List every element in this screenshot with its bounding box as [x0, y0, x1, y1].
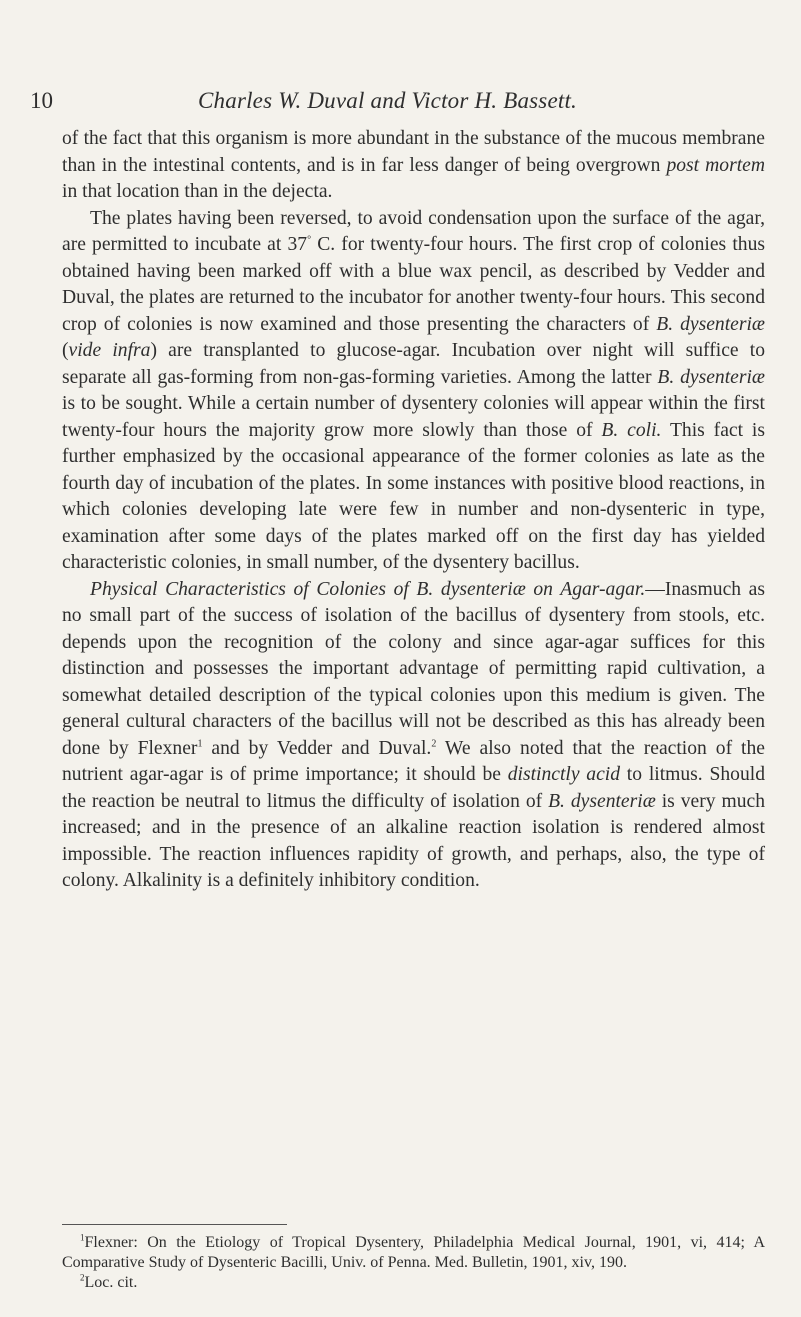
footnote-divider [62, 1224, 287, 1225]
paragraph-2-text-a: The plates having been reversed, to avoid condensation upon the surface of the agar, are permitted to incubate at 37 [62, 207, 765, 255]
section-heading: Physical Characteristics of Colonies of B. dysenteriæ on Agar-agar. [90, 578, 646, 600]
italic-post-mortem: post mortem [666, 154, 765, 176]
footnote-2-mark: 2 [80, 1272, 85, 1283]
paragraph-3-text-c: We also noted that the reaction of the nutrient agar-agar is of prime importance; it should be [62, 737, 765, 785]
paragraph-1 [62, 126, 765, 206]
italic-b-coli: B. coli. [601, 419, 662, 441]
paragraph-2-text-f: This fact is further emphasized by the occasional appearance of the former colonies as late as the fourth day of incubation of the plates. In some instances with positive blood reactions, in which colonies developing late were few in number and non-dysenteric in type, examination after some days of the plates marked off on the first day has yielded characteristic colonies, in small number, of the dysentery bacillus. [62, 419, 766, 573]
paragraph-2-text-d: ) are transplanted to glucose-agar. Incubation over night will suffice to separate all gas-forming from non-gas-forming varieties. Among the latter [62, 340, 765, 388]
degree-sign: ° [307, 234, 312, 246]
paragraph-1-end: in that location than in the dejecta. [62, 181, 333, 202]
italic-species-1: B. dysenteriæ [656, 313, 765, 335]
running-title: Charles W. Duval and Victor H. Bassett. [198, 88, 577, 113]
footnote-1-text: Flexner: On the Etiology of Tropical Dysentery, Philadelphia Medical Journal, 1901, vi, 414; A Comparative Study of Dysenteric Bacilli, Univ. of Penna. Med. Bulletin, 1901, xiv, 190. [62, 1234, 765, 1271]
paragraph-1-text: of the fact that this organism is more abundant in the substance of the mucous membrane than in the intestinal contents, and is in far less danger of being overgrown [62, 128, 765, 176]
page-number: 10 [30, 88, 53, 113]
paragraph-3-text-a: —Inasmuch as no small part of the success of isolation of the bacillus of dysentery from stools, etc. depends upon the recognition of the colony and since agar-agar suffices for this distinction and possesses the important advantage of permitting rapid cultivation, a somewhat detailed description of the typical colonies upon this medium is given. The general cultural characters of the bacillus will not be described as this has already been done by Flexner [62, 578, 765, 759]
paragraph-3 [62, 577, 765, 895]
paragraph-2-text-c: ( [62, 340, 69, 361]
paragraph-3-text-b: and by Vedder and Duval. [202, 737, 432, 759]
italic-vide-infra: vide infra [68, 340, 151, 361]
footnote-2 [62, 1273, 765, 1293]
footnote-1 [62, 1233, 765, 1273]
italic-species-2: B. dysenteriæ [657, 366, 765, 388]
paragraph-2-text-e: is to be sought. While a certain number of dysentery colonies will appear within the first twenty-four hours the majority grow more slowly than those of [62, 393, 765, 441]
body-text [62, 126, 765, 895]
footnote-1-mark: 1 [80, 1232, 85, 1243]
italic-species-3: B. dysenteriæ [548, 790, 656, 812]
paragraph-2 [62, 206, 765, 577]
footnote-2-text: Loc. cit. [84, 1274, 138, 1291]
paragraph-3-text-e: is very much increased; and in the presence of an alkaline reaction isolation is rendered almost impossible. The reaction influences rapidity of growth, and perhaps, also, the type of colony. Alkalinity is a definitely inhibitory condition. [62, 790, 766, 891]
paragraph-2-text-b: C. for twenty-four hours. The first crop of colonies thus obtained having been marked off with a blue wax pencil, as described by Vedder and Duval, the plates are returned to the incubator for another twenty-four hours. This second crop of colonies is now examined and those presenting the characters of [62, 234, 765, 335]
footnote-ref-1: 1 [197, 737, 203, 749]
running-head [30, 88, 770, 118]
footnote-ref-2: 2 [431, 737, 437, 749]
italic-distinctly-acid: distinctly acid [507, 764, 621, 785]
footnotes [62, 1233, 765, 1293]
paragraph-3-text-d: to litmus. Should the reaction be neutral to litmus the difficulty of isolation of [62, 764, 766, 812]
